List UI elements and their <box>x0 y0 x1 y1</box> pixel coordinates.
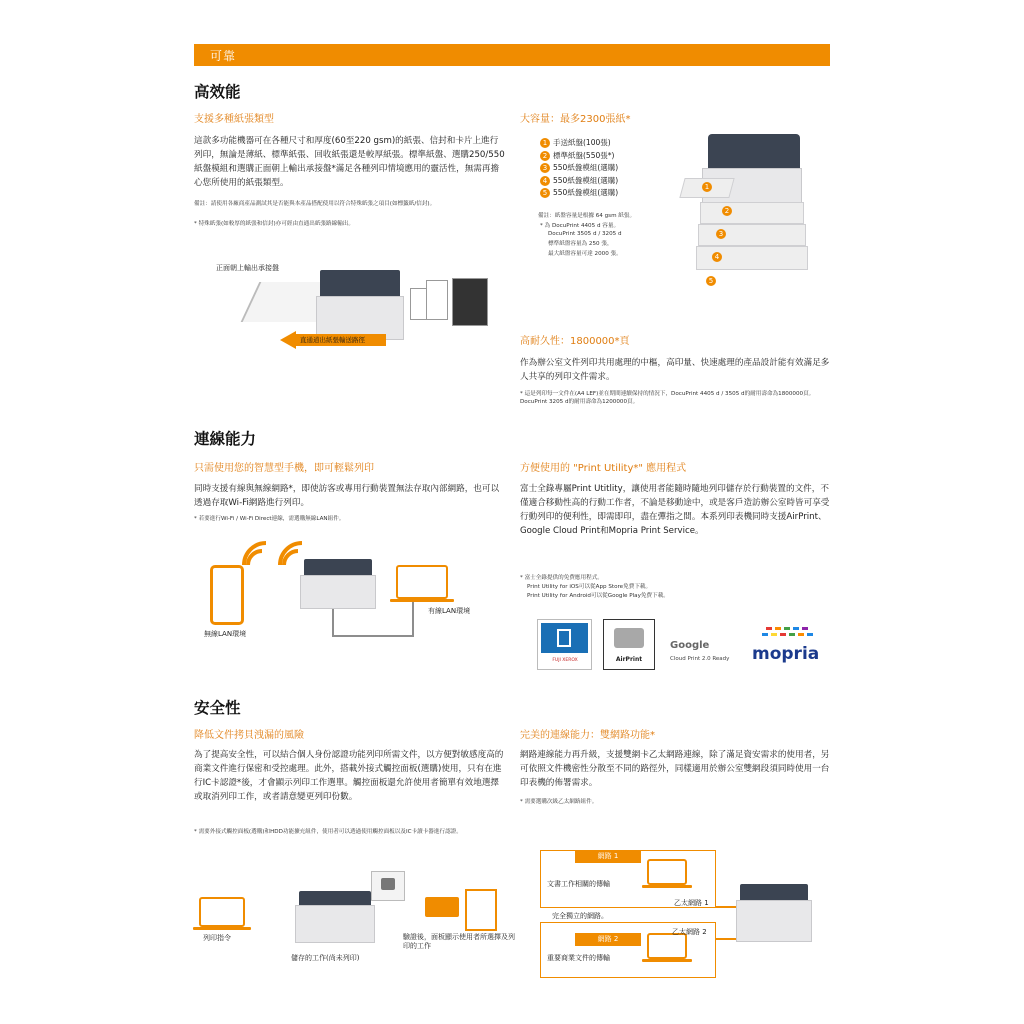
network-line <box>716 906 738 908</box>
paper-sheet-2 <box>426 280 448 320</box>
tray-number: 2 <box>540 151 550 161</box>
print-utility-body: 富士全錄專屬Print Utitlity，讓使用者能隨時隨地列印儲存於行動裝置的文件，不僅適合移動性高的行動工作者，不論是移動途中，或是客戶造訪辦公室時皆可享受行動列印的便利性，即需即印，盡在彈指之間。本系列印表機同時支援AirPrint、Google Cloud Print和Mopria Print Service。 <box>520 484 830 536</box>
subtitle-smartphone: 只需使用您的智慧型手機，即可輕鬆列印 <box>194 463 374 474</box>
mopria-dots-icon <box>760 625 822 641</box>
arrow-left-icon <box>280 331 296 349</box>
tray-number: 3 <box>540 163 550 173</box>
label-wireless-lan: 無線LAN環境 <box>204 630 247 638</box>
section-title-connectivity: 連線能力 <box>194 430 257 448</box>
label-separate-network: 完全獨立的網路。 <box>552 912 608 920</box>
google-logo-text: Google <box>670 640 710 651</box>
printer-stack-illustration <box>680 128 820 298</box>
fuji-xerox-brand: FUJI XEROX <box>552 658 578 663</box>
label-stored-jobs: 儲存的工作(尚未列印) <box>291 954 360 962</box>
tray-marker-3: 3 <box>716 229 726 239</box>
section-title-performance: 高效能 <box>194 83 241 101</box>
subtitle-durability: 高耐久性：1800000*頁 <box>520 336 630 347</box>
printer-top-shape <box>320 270 400 298</box>
google-cloud-print-text: Cloud Print 2.0 Ready <box>670 656 730 662</box>
network-line <box>332 635 414 637</box>
tray-text: 手送紙盤(100張) <box>553 138 611 147</box>
card-reader-screen <box>381 878 395 890</box>
tray-number: 5 <box>540 188 550 198</box>
tray-marker-1: 1 <box>702 182 712 192</box>
capacity-note-5: 最大紙盤容量可達 2000 張。 <box>548 251 622 257</box>
tray-number: 4 <box>540 176 550 186</box>
durability-body: 作為辦公室文件列印共用處理的中樞，高印量、快速處理的產品設計能有效滿足多人共享的列印文件需求。 <box>520 358 830 382</box>
printer-body-shape <box>736 900 812 942</box>
smartphone-note: * 若要進行Wi-Fi / Wi-Fi Direct連線，需選購無線LAN組件。 <box>194 516 345 522</box>
laptop-icon <box>199 897 245 927</box>
airprint-printer-icon <box>614 628 644 648</box>
laptop-base-shape <box>193 927 251 930</box>
tray-text: 標準紙盤(550張*) <box>553 150 615 160</box>
leak-risk-body: 為了提高安全性，可以結合個人身份認證功能列印所需文件，以方便對敏感度高的商業文件進行保密和受控處理。此外，搭載外接式觸控面板(選購)使用，只有在進行IC卡認證*後，才會顯示列印工作選單。觸控面板還允許使用者簡單有效地選擇或取消列印工作，或者請意變更列印份數。 <box>194 750 504 802</box>
label-wired-lan: 有線LAN環境 <box>428 607 471 615</box>
tray-module-4 <box>698 224 806 246</box>
capacity-note-2: * 為 DocuPrint 4405 d 容量。 <box>540 223 620 229</box>
subtitle-dual-network: 完美的連線能力：雙網路功能* <box>520 730 655 741</box>
airprint-logo <box>603 619 655 670</box>
printer-top-shape <box>708 134 800 172</box>
printer-body-shape <box>300 575 376 609</box>
tray-item <box>540 187 690 200</box>
network-2-text: 重要商業文件的傳輸 <box>547 954 610 962</box>
security-diagram <box>195 865 515 965</box>
laptop-base-shape <box>642 885 692 888</box>
tray-item <box>540 162 690 175</box>
tray-number: 1 <box>540 138 550 148</box>
label-auth-display: 驗證後，面板顯示使用者所選擇及列印的工作 <box>403 933 515 950</box>
laptop-icon <box>396 565 448 599</box>
airprint-text: AirPrint <box>615 656 643 663</box>
label-faceup-tray: 正面朝上輸出承接盤 <box>216 264 279 272</box>
paper-types-body: 這款多功能機器可在各種尺寸和厚度(60至220 gsm)的紙張、信封和卡片上進行列印，無論是薄紙、標準紙張、回收紙張還是較厚紙張。標準紙盤、選購250/550紙盤模組和選購正面朝上輸出承接盤*滿足各種列印情境應用的靈活性，無需再擔心您所使用的紙張類型。 <box>194 136 505 188</box>
subtitle-leak-risk: 降低文件拷貝洩漏的風險 <box>194 730 304 741</box>
network-line <box>716 938 738 940</box>
durability-note: * 這是列印每一文件在(A4 LEF)並在期間連續保持的情況下，DocuPrint 4405 d / 3505 d的耐用壽命為1800000頁。DocuPrint 3205 d的耐用壽命為1200000頁。 <box>520 391 815 405</box>
capacity-note-4: 標準紙盤容量為 250 張， <box>548 241 613 247</box>
touch-panel-icon <box>425 897 459 917</box>
label-print-command: 列印指令 <box>203 934 231 942</box>
mopria-logo-text: mopria <box>752 644 820 664</box>
network-line <box>332 609 334 637</box>
label-straight-path: 直通道出紙張輸送路徑 <box>296 334 386 346</box>
smartphone-body: 同時支援有線與無線網路*，即使訪客或專用行動裝置無法存取內部網路，也可以透過存取Wi-Fi網路進行列印。 <box>194 484 500 508</box>
paper-types-note-2: * 特殊紙張(如較厚的紙張和信封)亦可經由直通出紙張路線輸出。 <box>194 221 354 227</box>
label-ethernet-1: 乙太網路 1 <box>674 899 709 907</box>
subtitle-capacity: 大容量：最多2300張紙* <box>520 114 631 125</box>
smartphone-icon <box>210 565 244 625</box>
network-1-text: 文書工作相關的傳輸 <box>547 880 610 888</box>
print-utility-note-3: Print Utility for Android可以從Google Play免費下載。 <box>527 593 669 599</box>
tray-item <box>540 137 690 150</box>
tray-text: 550紙盤模組(選購) <box>553 163 619 172</box>
wifi-icon <box>240 535 310 569</box>
document-icon <box>557 629 571 647</box>
network-1-tag: 網路 1 <box>575 850 641 863</box>
network-line <box>412 599 414 637</box>
tray-module-3 <box>700 202 804 224</box>
dual-network-body: 網路連線能力再升級，支援雙網卡乙太網路連線，除了滿足資安需求的使用者，另可依照文件機密性分散至不同的路徑外，同樣適用於辦公室雙網段須同時使用一台印表機的佈署需求。 <box>520 750 830 788</box>
leak-risk-note: * 需要外接式觸控面板(選購)和HDD功能擴充組件，使用者可以透過使用觸控面板以及IC卡讀卡器進行認證。 <box>194 829 462 835</box>
print-utility-note-1: * 富士全錄提供的免費應用程式。 <box>520 575 603 581</box>
tray-item <box>540 175 690 188</box>
document-icon <box>465 889 497 931</box>
wireless-diagram <box>200 535 500 645</box>
laptop-base-shape <box>390 599 454 602</box>
fuji-xerox-app-logo <box>537 619 592 670</box>
laptop-base-shape <box>642 959 692 962</box>
tray-item <box>540 150 690 163</box>
tray-marker-5: 5 <box>706 276 716 286</box>
print-utility-note-2: Print Utility for iOS可以從App Store免費下載。 <box>527 584 652 590</box>
print-utility-icon <box>541 623 588 653</box>
tray-text: 550紙盤模組(選購) <box>553 175 619 185</box>
printer-body-shape <box>295 905 375 943</box>
tray-text: 550紙盤模組(選購) <box>553 188 619 197</box>
tray-list <box>540 137 690 200</box>
dual-network-note: * 需要選購次級乙太網路組件。 <box>520 799 598 805</box>
section-title-security: 安全性 <box>194 699 241 717</box>
subtitle-print-utility: 方便使用的 "Print Utility*" 應用程式 <box>520 463 687 474</box>
paper-types-note-1: 備註：請使用各廠商產品測試其是否能與本產品搭配使用以符合特殊紙張之項目(如標籤紙/信封)。 <box>194 201 436 207</box>
laptop-icon <box>647 859 687 885</box>
label-ethernet-2: 乙太網路 2 <box>672 928 707 936</box>
tray-marker-4: 4 <box>712 252 722 262</box>
section-header-bar: 可靠 <box>194 44 830 66</box>
tray-marker-2: 2 <box>722 206 732 216</box>
card-reader-icon <box>371 871 405 901</box>
capacity-note-3: DocuPrint 3505 d / 3205 d <box>548 231 622 237</box>
paper-path-illustration <box>216 258 500 358</box>
network-2-tag: 網路 2 <box>575 933 641 946</box>
paper-sheet-3 <box>452 278 488 326</box>
subtitle-paper-types: 支援多種紙張類型 <box>194 114 274 125</box>
capacity-note-1: 備註：紙盤容量是根據 64 gsm 紙張。 <box>538 213 636 219</box>
